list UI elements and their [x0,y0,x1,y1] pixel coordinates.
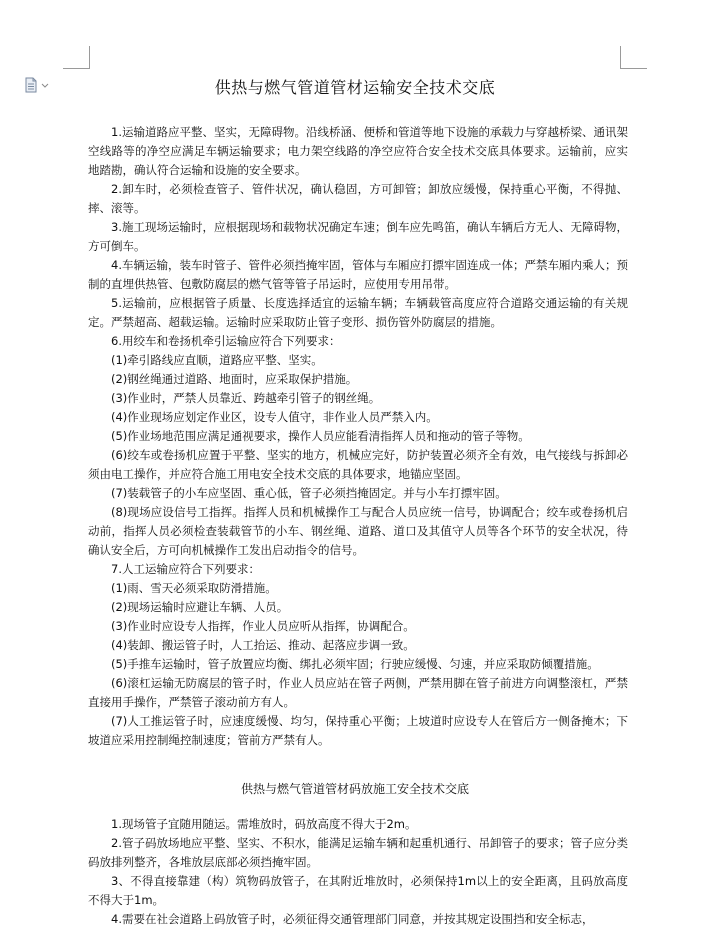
paragraph: (2)钢丝绳通过道路、地面时，应采取保护措施。 [111,372,358,386]
paragraph: (6)滚杠运输无防腐层的管子时，作业人员应站在管子两侧，严禁用脚在管子前进方向调整滚杠，严禁直接用手操作，严禁管子滚动前方有人。 [88,676,628,709]
paragraph: 4.需要在社会道路上码放管子时，必须征得交通管理部门同意，并按其规定设围挡和安全标志， [111,912,594,926]
paragraph: (7)装载管子的小车应坚固、重心低，管子必须挡掩固定。并与小车打摽牢固。 [111,486,507,500]
paragraph: (4)作业现场应划定作业区，设专人值守，非作业人员严禁入内。 [111,410,438,424]
section-1-body [88,123,628,750]
paragraph: 4.车辆运输，装车时管子、管件必须挡掩牢固，管体与车厢应打摽牢固连成一体；严禁车厢内乘人；预制的直埋供热管、包敷防腐层的燃气管等管子吊运时，应使用专用吊带。 [88,258,628,291]
page-corner-marker [620,46,647,69]
paragraph: 5.运输前，应根据管子质量、长度选择适宜的运输车辆；车辆载管高度应符合道路交通运输的有关规定。严禁超高、超载运输。运输时应采取防止管子变形、损伤管外防腐层的措施。 [88,296,628,329]
paragraph: (4)装卸、搬运管子时，人工抬运、推动、起落应步调一致。 [111,638,415,652]
paragraph: (1)牵引路线应直顺，道路应平整、坚实。 [111,353,323,367]
paragraph: 1.现场管子宜随用随运。需堆放时，码放高度不得大于2m。 [111,817,417,831]
paragraph: (7)人工推运管子时，应速度缓慢、均匀，保持重心平衡；上坡道时应设专人在管后方一侧备掩木；下坡道应采用控制绳控制速度；管前方严禁有人。 [88,714,628,747]
paragraph: 2.管子码放场地应平整、坚实、不积水，能满足运输车辆和起重机通行、吊卸管子的要求；管子应分类码放排列整齐，各堆放层底部必须挡掩牢固。 [88,836,628,869]
paragraph: 3.施工现场运输时，应根据现场和载物状况确定车速；倒车应先鸣笛，确认车辆后方无人、无障碍物，方可倒车。 [88,220,628,253]
section-2-body [88,815,628,929]
document-title: 供热与燃气管道管材运输安全技术交底 [214,78,496,97]
page-corner-marker [63,46,90,69]
paragraph: (2)现场运输时应避让车辆、人员。 [111,600,289,614]
paragraph: 7.人工运输应符合下列要求： [111,562,260,576]
paragraph: (8)现场应设信号工指挥。指挥人员和机械操作工与配合人员应统一信号，协调配合；绞车或卷扬机启动前，指挥人员必须检查装载管节的小车、钢丝绳、道路、道口及其值守人员等各个环节的安全状况，待确认安全后，方可向机械操作工发出启动指令的信号。 [88,505,628,557]
section-2-title: 供热与燃气管道管材码放施工安全技术交底 [240,782,469,796]
paragraph: (5)手推车运输时，管子放置应均衡、绑扎必须牢固；行驶应缓慢、匀速，并应采取防倾覆措施。 [111,657,599,671]
paragraph: (6)绞车或卷扬机应置于平整、坚实的地方，机械应完好，防护装置必须齐全有效，电气接线与拆卸必须由电工操作，并应符合施工用电安全技术交底的具体要求，地锚应坚固。 [88,448,628,481]
paragraph: (3)作业时，严禁人员靠近、跨越牵引管子的钢丝绳。 [111,391,381,405]
paragraph: 2.卸车时，必须检查管子、管件状况，确认稳固，方可卸管；卸放应缓慢，保持重心平衡，不得抛、摔、滚等。 [88,182,628,215]
paragraph: (3)作业时应设专人指挥，作业人员应听从指挥，协调配合。 [111,619,415,633]
paragraph: (5)作业场地范围应满足通视要求，操作人员应能看清指挥人员和拖动的管子等物。 [111,429,530,443]
paragraph: 6.用绞车和卷扬机牵引运输应符合下列要求： [111,334,341,348]
paragraph: 3、不得直接靠建（构）筑物码放管子，在其附近堆放时，必须保持1m以上的安全距离，且码放高度不得大于1m。 [88,874,628,907]
paragraph: (1)雨、雪天必须采取防滑措施。 [111,581,277,595]
paragraph: 1.运输道路应平整、坚实，无障碍物。沿线桥涵、便桥和管道等地下设施的承载力与穿越桥梁、通讯架空线路等的净空应满足车辆运输要求；电力架空线路的净空应符合安全技术交底具体要求。运输前，应实地踏勘，确认符合运输和设施的安全要求。 [88,125,628,177]
